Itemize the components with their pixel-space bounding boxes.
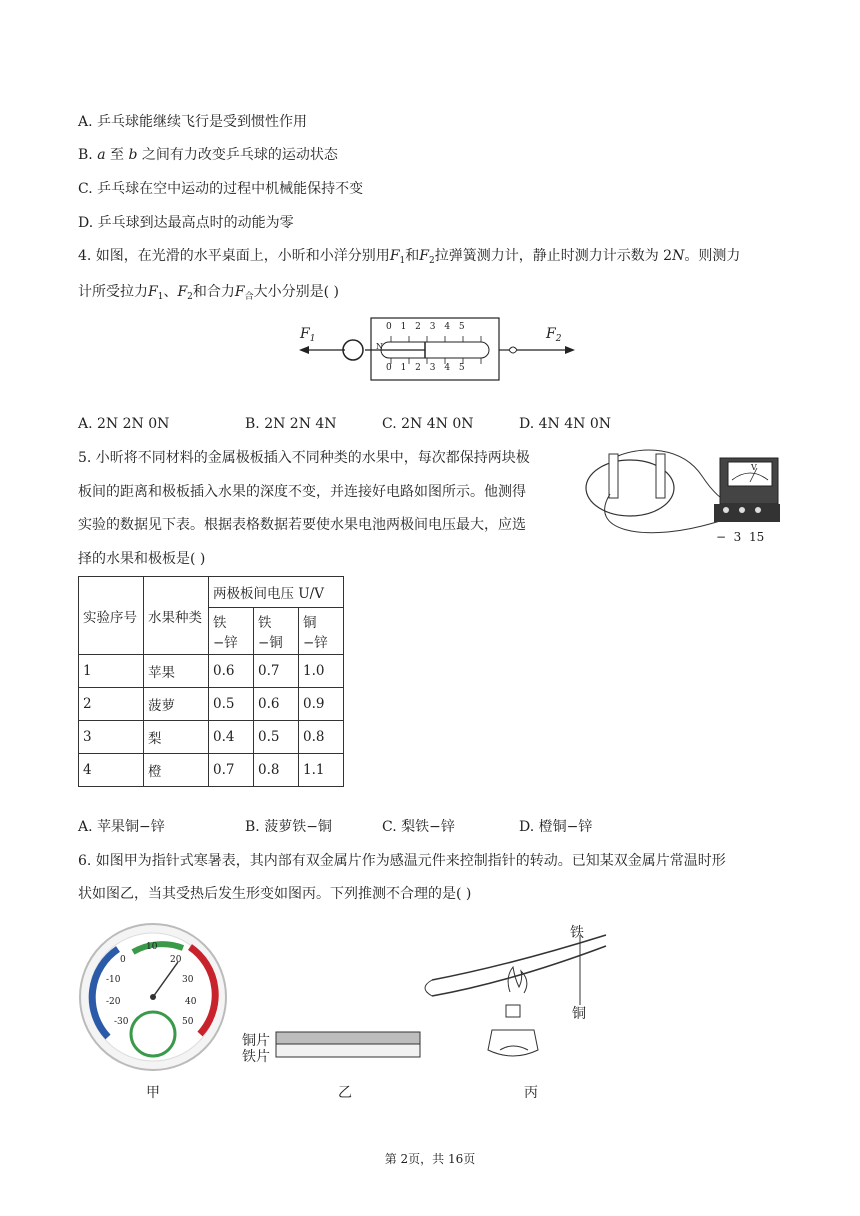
scale-bottom-numbers: 0 1 2 3 4 5 bbox=[386, 363, 468, 373]
cell-fruit: 苹果 bbox=[144, 655, 209, 688]
cell-seq: 4 bbox=[79, 754, 144, 787]
q4-sub: 1 bbox=[157, 292, 164, 302]
q4-stem-line2 bbox=[78, 282, 339, 307]
terminal-negative bbox=[723, 507, 729, 513]
q3-option-a: A. 乒乓球能继续飞行是受到惯性作用 bbox=[78, 114, 308, 130]
caption-bing: 丙 bbox=[524, 1085, 538, 1101]
header-fruit: 水果种类 bbox=[144, 577, 209, 655]
q5-option-d: D. 橙铜−锌 bbox=[519, 819, 593, 835]
tick-20: 20 bbox=[170, 955, 182, 965]
table-row bbox=[79, 655, 344, 688]
q5-stem-line3: 实验的数据见下表。根据表格数据若要使水果电池两极间电压最大，应选 bbox=[78, 517, 526, 533]
q4-symbol: F bbox=[389, 248, 400, 264]
q4-sub: 1 bbox=[399, 256, 406, 266]
cell-v3: 1.1 bbox=[299, 754, 344, 787]
label-iron: 铁 bbox=[570, 925, 584, 941]
f1-arrowhead bbox=[299, 346, 309, 354]
metal-plate-right bbox=[656, 454, 665, 498]
tick-50: 50 bbox=[182, 1017, 194, 1027]
q4-text: 和合力 bbox=[192, 284, 235, 300]
cell-seq: 3 bbox=[79, 721, 144, 754]
q4-text: 。则测力 bbox=[684, 248, 741, 264]
f2-label bbox=[546, 326, 561, 344]
subheader-fe-zn: 铁−锌 bbox=[209, 608, 254, 655]
q3-option-b bbox=[78, 145, 338, 165]
tick-0: 0 bbox=[120, 955, 126, 965]
q4-symbol: F bbox=[419, 248, 429, 264]
q4-symbol: F bbox=[148, 284, 158, 300]
copper-layer bbox=[276, 1032, 420, 1044]
tick-30: 30 bbox=[182, 975, 194, 985]
q4-option-a: A. 2N 2N 0N bbox=[78, 416, 170, 432]
q5-data-table bbox=[78, 576, 344, 787]
q3-option-d: D. 乒乓球到达最高点时的动能为零 bbox=[78, 215, 294, 231]
q3-b-prefix: B. bbox=[78, 147, 98, 163]
cell-v2: 0.5 bbox=[254, 721, 299, 754]
tick-40: 40 bbox=[185, 997, 197, 1007]
cell-v3: 0.8 bbox=[299, 721, 344, 754]
label-copper: 铜 bbox=[572, 1006, 586, 1022]
cell-v2: 0.8 bbox=[254, 754, 299, 787]
voltmeter-terminal-labels: − 3 15 bbox=[716, 530, 765, 544]
q4-option-c: C. 2N 4N 0N bbox=[382, 416, 474, 432]
f2-letter: F bbox=[546, 326, 556, 342]
label-iron-sheet: 铁片 bbox=[242, 1049, 270, 1065]
cell-v3: 0.9 bbox=[299, 688, 344, 721]
q4-option-d: D. 4N 4N 0N bbox=[519, 416, 611, 432]
cell-v2: 0.6 bbox=[254, 688, 299, 721]
voltmeter-base bbox=[714, 504, 780, 522]
cell-seq: 1 bbox=[79, 655, 144, 688]
q4-text: 、 bbox=[163, 284, 178, 300]
q5-option-c: C. 梨铁−锌 bbox=[382, 819, 455, 835]
table-row bbox=[79, 721, 344, 754]
tick-minus-10: -10 bbox=[106, 975, 121, 985]
q5-stem-line1: 5. 小昕将不同材料的金属极板插入不同种类的水果中，每次都保持两块极 bbox=[78, 450, 530, 466]
q4-sub: 合 bbox=[244, 292, 254, 302]
f1-sub: 1 bbox=[309, 334, 316, 344]
subheader-fe-cu: 铁−铜 bbox=[254, 608, 299, 655]
q4-text: 和 bbox=[405, 248, 420, 264]
pull-ring bbox=[343, 340, 363, 360]
cell-v1: 0.7 bbox=[209, 754, 254, 787]
table-row bbox=[79, 754, 344, 787]
q4-sub: 2 bbox=[187, 292, 193, 302]
hook bbox=[509, 347, 517, 353]
table-header-row bbox=[79, 577, 344, 608]
bimetal-strip bbox=[274, 1030, 422, 1062]
iron-layer bbox=[276, 1044, 420, 1057]
q3-b-suffix: 之间有力改变乒乓球的运动状态 bbox=[137, 147, 338, 163]
terminal-3 bbox=[739, 507, 745, 513]
q5-stem-line2: 板间的距离和极板插入水果的深度不变，并连接好电路如图所示。他测得 bbox=[78, 484, 526, 500]
caption-jia: 甲 bbox=[146, 1085, 160, 1101]
voltmeter-v: V bbox=[751, 463, 757, 472]
humidity-dial bbox=[131, 1012, 175, 1056]
scale-top-numbers: 0 1 2 3 4 5 bbox=[386, 322, 468, 332]
tick-minus-30: -30 bbox=[114, 1017, 129, 1027]
q4-text: 拉弹簧测力计，静止时测力计示数为 2 bbox=[434, 248, 673, 264]
tick-10: 10 bbox=[146, 942, 158, 952]
cell-v3: 1.0 bbox=[299, 655, 344, 688]
header-voltage: 两极板间电压 U/V bbox=[209, 577, 344, 608]
alcohol-lamp bbox=[488, 1030, 538, 1056]
q4-sub: 2 bbox=[428, 256, 435, 266]
header-seq: 实验序号 bbox=[79, 577, 144, 655]
f2-sub: 2 bbox=[555, 334, 562, 344]
cell-v1: 0.6 bbox=[209, 655, 254, 688]
voltmeter-dial bbox=[728, 462, 772, 486]
q6-stem-line1: 6. 如图甲为指针式寒暑表，其内部有双金属片作为感温元件来控制指针的转动。已知某双金属片常温时形 bbox=[78, 853, 726, 869]
q6-stem-line2: 状如图乙，当其受热后发生形变如图丙。下列推测不合理的是( ) bbox=[78, 886, 472, 902]
q4-stem-line1 bbox=[78, 246, 740, 271]
q5-stem-line4: 择的水果和极板是( ) bbox=[78, 551, 206, 567]
q4-symbol: N bbox=[672, 248, 685, 264]
cell-fruit: 菠萝 bbox=[144, 688, 209, 721]
cell-v1: 0.4 bbox=[209, 721, 254, 754]
q4-symbol: F bbox=[177, 284, 188, 300]
q3-b-point-b: b bbox=[128, 147, 138, 163]
f1-letter: F bbox=[300, 326, 310, 342]
table-row bbox=[79, 688, 344, 721]
tick-minus-20: -20 bbox=[106, 997, 121, 1007]
terminal-15 bbox=[755, 507, 761, 513]
lamp-cap bbox=[506, 1005, 520, 1017]
scale-unit: N bbox=[376, 342, 383, 351]
label-copper-sheet: 铜片 bbox=[242, 1033, 270, 1049]
q4-text: 大小分别是( ) bbox=[253, 284, 340, 300]
q4-symbol: F bbox=[234, 284, 245, 300]
cell-v2: 0.7 bbox=[254, 655, 299, 688]
strip-holder bbox=[425, 980, 432, 996]
page-footer: 第 2页，共 16页 bbox=[384, 1152, 476, 1166]
cell-fruit: 梨 bbox=[144, 721, 209, 754]
q3-b-mid: 至 bbox=[105, 147, 129, 163]
cell-seq: 2 bbox=[79, 688, 144, 721]
f1-label bbox=[300, 326, 315, 344]
q4-text: 4. 如图，在光滑的水平桌面上，小昕和小洋分别用 bbox=[78, 248, 390, 264]
q4-option-b: B. 2N 2N 4N bbox=[245, 416, 337, 432]
dial-hub bbox=[150, 994, 156, 1000]
flame bbox=[508, 967, 527, 993]
subheader-cu-zn: 铜−锌 bbox=[299, 608, 344, 655]
caption-yi: 乙 bbox=[338, 1085, 352, 1101]
q5-option-b: B. 菠萝铁−铜 bbox=[245, 819, 332, 835]
metal-plate-left bbox=[609, 454, 618, 498]
q3-option-c: C. 乒乓球在空中运动的过程中机械能保持不变 bbox=[78, 181, 364, 197]
q4-text: 计所受拉力 bbox=[78, 284, 148, 300]
cell-fruit: 橙 bbox=[144, 754, 209, 787]
q5-option-a: A. 苹果铜−锌 bbox=[78, 819, 165, 835]
f2-arrowhead bbox=[565, 346, 575, 354]
q3-b-point-a: a bbox=[97, 147, 106, 163]
cell-v1: 0.5 bbox=[209, 688, 254, 721]
